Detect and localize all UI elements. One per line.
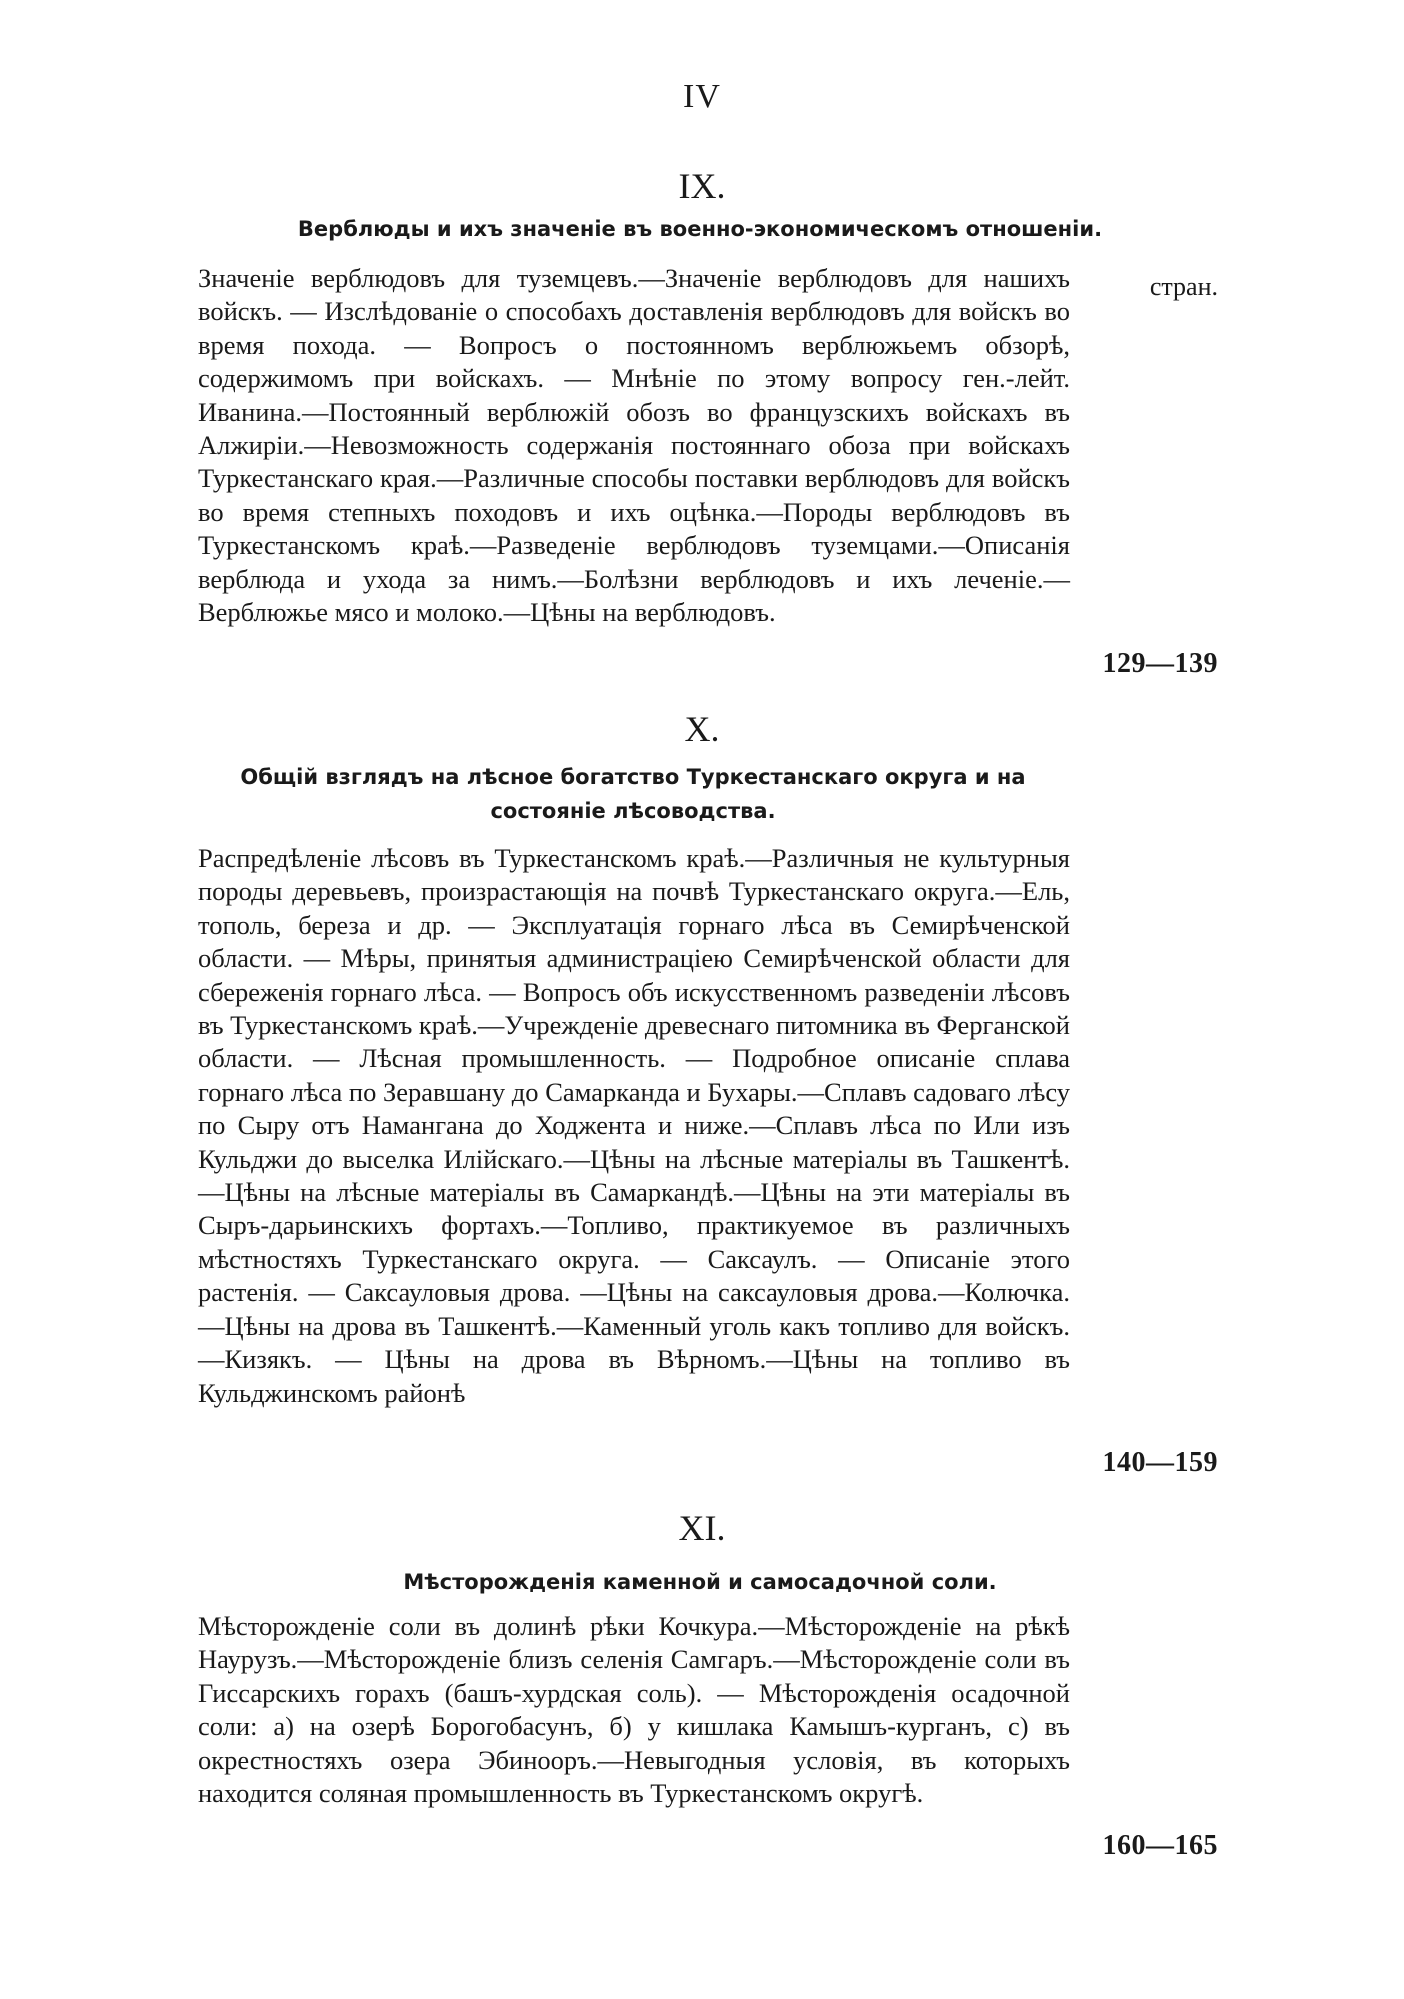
chapter-page-range: 129—139 xyxy=(1102,648,1218,679)
chapter-summary: Значеніе верблюдовъ для туземцевъ.—Значеніе верблюдовъ для нашихъ войскъ. — Изслѣдованіе о способахъ доставленія верблюдовъ для войскъ во время похода. — Вопросъ о постоянномъ верблюжьемъ обзорѣ, содержимомъ при войскахъ. — Мнѣніе по этому вопросу ген.-лейт. Иванина.—Постоянный верблюжій обозъ во французскихъ войскахъ въ Алжиріи.—Невозможность содержанія постояннаго обоза при войскахъ Туркестанскаго края.—Различные способы поставки верблюдовъ для войскъ во время степныхъ походовъ и ихъ оцѣнка.—Породы верблюдовъ въ Туркестанскомъ краѣ.—Разведеніе верблюдовъ туземцами.—Описанія верблюда и ухода за нимъ.—Болѣзни верблюдовъ и ихъ леченіе.—Верблюжье мясо и молоко.—Цѣны на верблюдовъ. xyxy=(198,263,1070,628)
chapter-title: Верблюды и ихъ значеніе въ военно-экономическомъ отношеніи. xyxy=(297,217,1103,241)
chapter-numeral: X. xyxy=(684,709,720,749)
chapter-numeral: IX. xyxy=(678,166,726,206)
chapter-numeral: XI. xyxy=(678,1508,726,1548)
chapter-page-range: 140—159 xyxy=(1102,1447,1218,1478)
chapter-page-range: 160—165 xyxy=(1102,1830,1218,1861)
chapter-title: Мѣсторожденія каменной и самосадочной соли. xyxy=(403,1570,997,1594)
chapter-title: Общій взглядъ на лѣсное богатство Туркестанскаго округа и на состояніе лѣсоводства. xyxy=(240,765,1026,823)
pages-column-heading: стран. xyxy=(1149,272,1218,301)
chapter-summary: Распредѣленіе лѣсовъ въ Туркестанскомъ краѣ.—Различныя не культурныя породы деревьевъ, произрастающія на почвѣ Туркестанскаго округа.—Ель, тополь, береза и др. — Эксплуатація горнаго лѣса въ Семирѣченской области. — Мѣры, принятыя администраціею Семирѣченской области для сбереженія горнаго лѣса. — Вопросъ объ искусственномъ разведеніи лѣсовъ въ Туркестанскомъ краѣ.—Учрежденіе древеснаго питомника въ Ферганской области. — Лѣсная промышленность. — Подробное описаніе сплава горнаго лѣса по Зеравшану до Самарканда и Бухары.—Сплавъ садоваго лѣсу по Сыру отъ Намангана до Ходжента и ниже.—Сплавъ лѣса по Или изъ Кульджи до выселка Илійскаго.—Цѣны на лѣсные матеріалы въ Ташкентѣ.—Цѣны на лѣсные матеріалы въ Самаркандѣ.—Цѣны на эти матеріалы въ Сыръ-дарьинскихъ фортахъ.—Топливо, практикуемое въ различныхъ мѣстностяхъ Туркестанскаго округа. — Саксаулъ. — Описаніе этого растенія. — Саксауловыя дрова. —Цѣны на саксауловыя дрова.—Колючка.—Цѣны на дрова въ Ташкентѣ.—Каменный уголь какъ топливо для войскъ.—Кизякъ. — Цѣны на дрова въ Вѣрномъ.—Цѣны на топливо въ Кульджинскомъ районѣ xyxy=(198,843,1070,1408)
chapter-summary: Мѣсторожденіе соли въ долинѣ рѣки Кочкура.—Мѣсторожденіе на рѣкѣ Наурузъ.—Мѣсторожденіе близъ селенія Самгаръ.—Мѣсторожденіе соли въ Гиссарскихъ горахъ (башъ-хурдская соль). — Мѣсторожденія осадочной соли: а) на озерѣ Борогобасунъ, б) у кишлака Камышъ-курганъ, с) въ окрестностяхъ озера Эбинооръ.—Невыгодныя условія, въ которыхъ находится соляная промышленность въ Туркестанскомъ округѣ. xyxy=(198,1611,1070,1809)
page-number: IV xyxy=(683,78,721,115)
